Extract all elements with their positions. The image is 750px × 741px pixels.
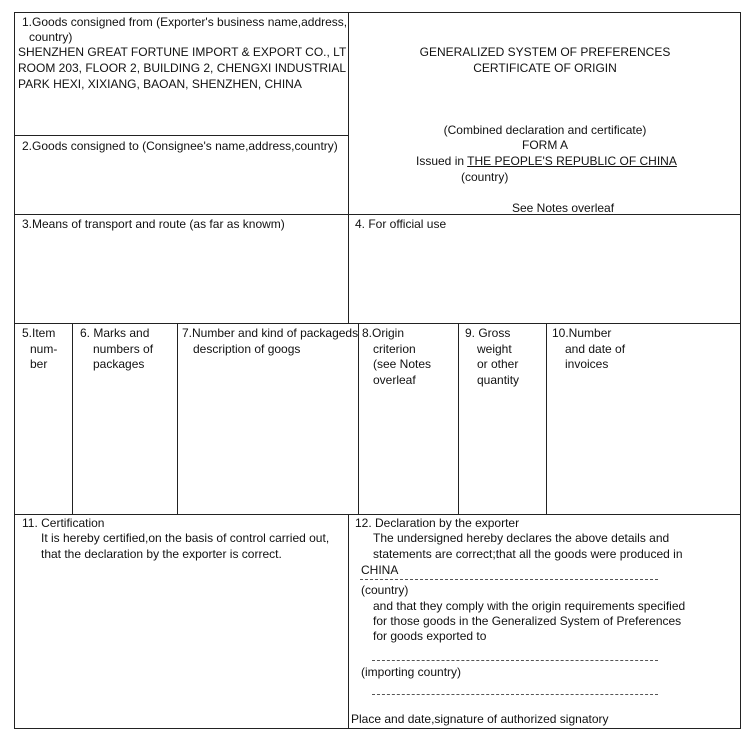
col5-header-3: ber	[30, 357, 48, 371]
col9-header-3: or other	[477, 357, 519, 371]
certificate-subtitle: CERTIFICATE OF ORIGIN	[473, 61, 617, 75]
box3-label: 3.Means of transport and route (as far as knowm)	[22, 217, 285, 231]
box4-label: 4. For official use	[355, 217, 447, 231]
certification-line-1: It is hereby certified,on the basis of control carried out,	[41, 531, 330, 545]
issued-country-caption: (country)	[461, 170, 509, 184]
col9-header-1: 9. Gross	[465, 326, 511, 340]
divider-col7-col8	[358, 323, 359, 514]
col9-header-2: weight	[477, 342, 512, 356]
produced-country-caption: (country)	[361, 583, 409, 597]
form-label: FORM A	[521, 138, 568, 152]
exporter-address-2: PARK HEXI, XIXIANG, BAOAN, SHENZHEN, CHINA	[18, 77, 302, 91]
divider-col5-col6	[72, 323, 73, 514]
certification-line-2: that the declaration by the exporter is correct.	[41, 547, 282, 561]
issued-prefix: Issued in	[416, 154, 465, 168]
exporter-address-1: ROOM 203, FLOOR 2, BUILDING 2, CHENGXI INDUSTRIAL	[18, 61, 347, 75]
declaration-line-2: statements are correct;that all the goods were produced in	[373, 547, 683, 561]
issued-in	[416, 154, 677, 169]
divider-row4	[14, 514, 741, 515]
col8-header-4: overleaf	[373, 373, 416, 387]
divider-box1-box2	[14, 135, 348, 136]
col5-header-1: 5.Item	[22, 326, 56, 340]
divider-box11-box12	[348, 514, 349, 729]
col10-header-2: and date of	[565, 342, 626, 356]
col7-header-2: description of googs	[193, 342, 301, 356]
box12-label: 12. Declaration by the exporter	[355, 516, 520, 530]
box2-label: 2.Goods consigned to (Consignee's name,address,country)	[22, 139, 338, 153]
col8-header-1: 8.Origin	[362, 326, 405, 340]
signature-dashed-line	[372, 694, 658, 695]
box1-label: 1.Goods consigned from (Exporter's business name,address,	[22, 15, 348, 29]
produced-country: CHINA	[361, 563, 399, 577]
col6-header-2: numbers of	[93, 342, 154, 356]
col10-header-3: invoices	[565, 357, 609, 371]
declaration-line-3: and that they comply with the origin requirements specified	[373, 599, 686, 613]
importing-country-caption: (importing country)	[361, 665, 462, 679]
col9-header-4: quantity	[477, 373, 520, 387]
signature-caption: Place and date,signature of authorized signatory	[351, 712, 609, 726]
exporter-name: SHENZHEN GREAT FORTUNE IMPORT & EXPORT CO., LT	[18, 45, 347, 59]
country-dashed-line	[360, 579, 658, 580]
declaration-line-1: The undersigned hereby declares the above details and	[373, 531, 670, 545]
divider-col6-col7	[177, 323, 178, 514]
importing-country-dashed-line	[372, 660, 658, 661]
col8-header-3: (see Notes	[373, 357, 432, 371]
certificate-title: GENERALIZED SYSTEM OF PREFERENCES	[419, 45, 671, 59]
col6-header-1: 6. Marks and	[80, 326, 150, 340]
col8-header-2: criterion	[373, 342, 416, 356]
col10-header-1: 10.Number	[552, 326, 612, 340]
col7-header-1: 7.Number and kind of packageds	[182, 326, 359, 340]
col5-header-2: num-	[30, 342, 58, 356]
box11-label: 11. Certification	[22, 516, 105, 530]
issued-country: THE PEOPLE'S REPUBLIC OF CHINA	[467, 154, 677, 168]
box1-label-cont: country)	[29, 30, 73, 44]
declaration-line-4: for those goods in the Generalized System of Preferences	[373, 614, 682, 628]
see-notes: See Notes overleaf	[512, 201, 615, 215]
combined-caption: (Combined declaration and certificate)	[443, 123, 647, 137]
declaration-line-5: for goods exported to	[373, 629, 487, 643]
divider-row3	[14, 323, 741, 324]
divider-col9-col10	[546, 323, 547, 514]
col6-header-3: packages	[93, 357, 145, 371]
divider-col8-col9	[458, 323, 459, 514]
divider-row2	[14, 214, 741, 215]
